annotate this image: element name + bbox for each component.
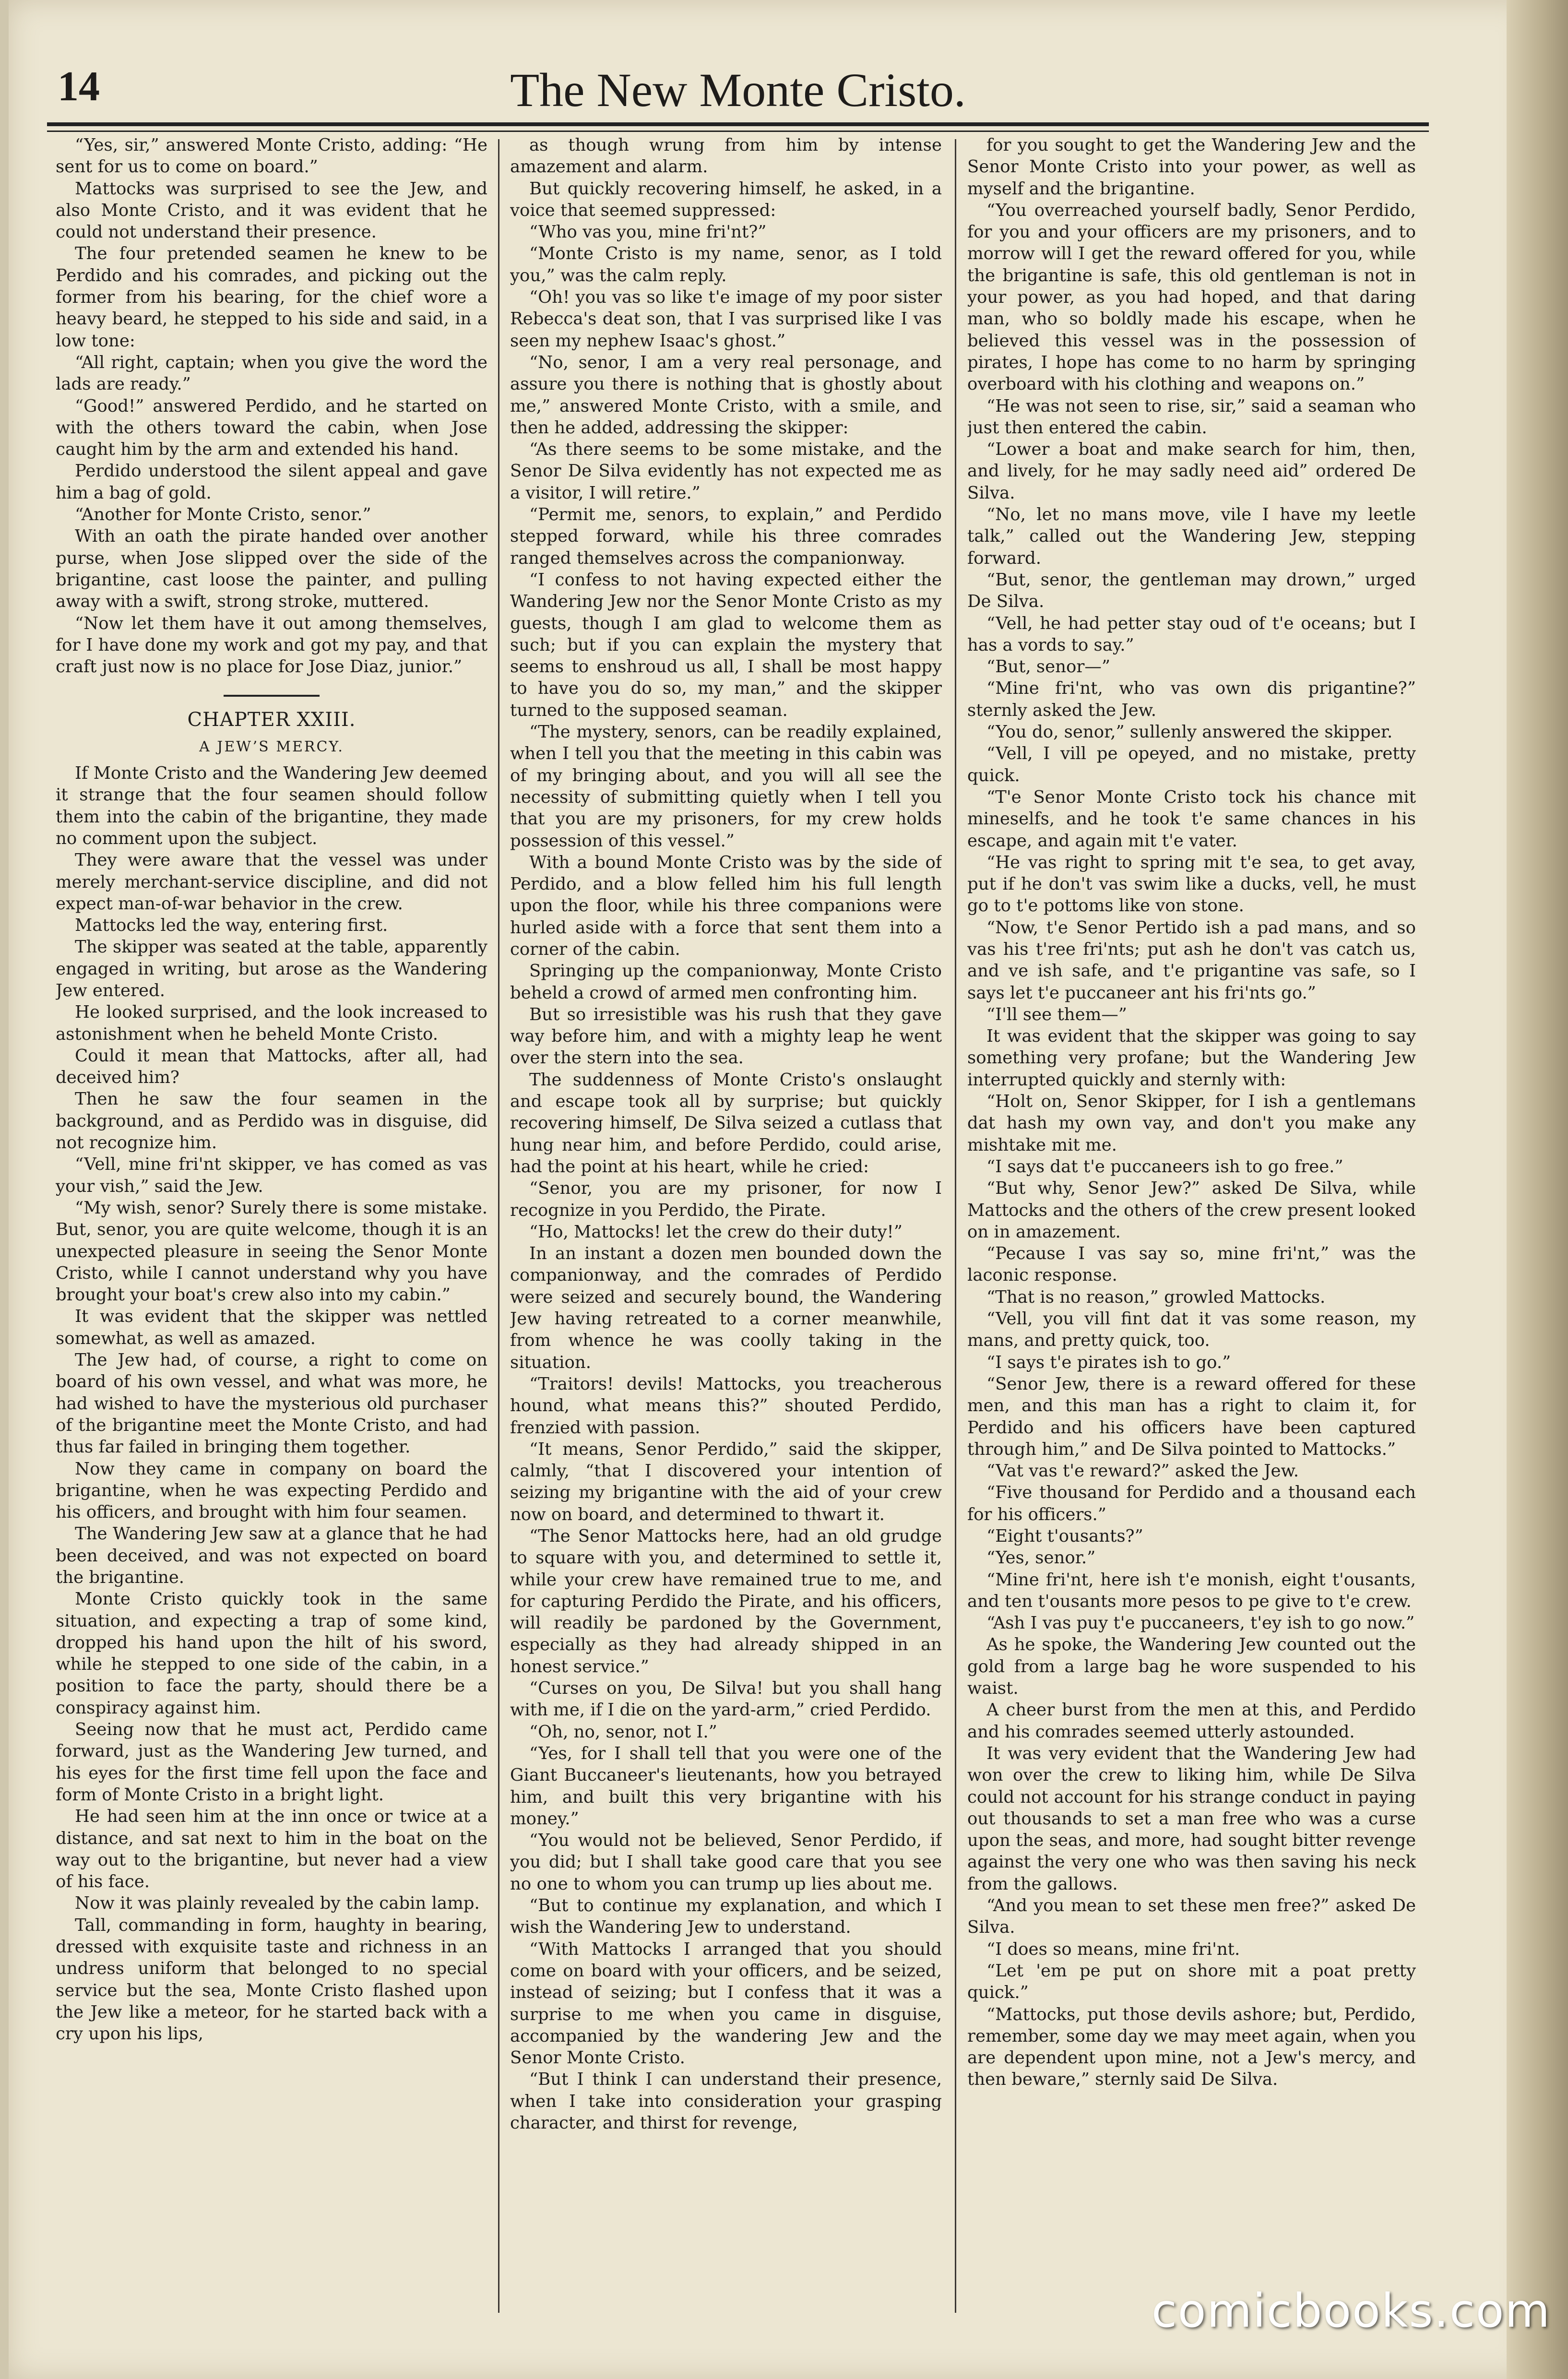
paragraph: Seeing now that he must act, Perdido came forward, just as the Wandering Jew turned, and his eyes for the first time fell upon the face and form of Monte Cristo in a bright light. — [56, 1720, 487, 1805]
header-rule-thin — [47, 131, 1429, 132]
paragraph: “I says t'e pirates ish to go.” — [986, 1352, 1231, 1372]
col1-paragraphs-after-chapter — [56, 762, 487, 2045]
paragraph: “Mine fri'nt, here ish t'e monish, eight t'ousants, and ten t'ousants more pesos to pe give to t'e crew. — [967, 1570, 1416, 1611]
paragraph: “But why, Senor Jew?” asked De Silva, while Mattocks and the others of the crew present looked on in amazement. — [967, 1178, 1416, 1242]
paragraph: “Now, t'e Senor Pertido ish a pad mans, and so vas his t'ree fri'nts; put ash he don't vas catch us, and ve ish safe, and t'e prigantine vas safe, so I says let t'e puccaneer ant his fri'nts go.” — [967, 917, 1416, 1003]
paragraph: “He vas right to spring mit t'e sea, to get avay, put if he don't vas swim like a ducks, vell, he must go to t'e pottoms like von stone. — [967, 852, 1416, 916]
paragraph: “But I think I can understand their presence, when I take into consideration your grasping character, and thirst for revenge, — [510, 2070, 942, 2133]
paragraph: “Who vas you, mine fri'nt?” — [529, 222, 767, 242]
paragraph: “Ho, Mattocks! let the crew do their duty!” — [529, 1222, 903, 1242]
paragraph: “But, senor, the gentleman may drown,” urged De Silva. — [967, 570, 1416, 612]
paragraph: The four pretended seamen he knew to be Perdido and his comrades, and picking out the former from his bearing, for the chief wore a heavy beard, he stepped to his side and said, in a low tone: — [56, 244, 487, 351]
paragraph: “You overreached yourself badly, Senor Perdido, for you and your officers are my prisoners, and to morrow will I get the reward offered for you, while the brigantine is safe, this old gentleman is not in your power, as you had hoped, and that daring man, who so boldly made his escape, when he believed this vessel was in the possession of pirates, I hope has come to no harm by springing overboard with his clothing and weapons on.” — [967, 200, 1416, 394]
paragraph: “He was not seen to rise, sir,” said a seaman who just then entered the cabin. — [967, 396, 1416, 438]
paragraph: As he spoke, the Wandering Jew counted out the gold from a large bag he wore suspended to his waist. — [967, 1635, 1416, 1699]
paragraph: Mattocks led the way, entering first. — [75, 916, 388, 936]
paragraph: Mattocks was surprised to see the Jew, and also Monte Cristo, and it was evident that he could not understand their presence. — [56, 178, 487, 242]
paragraph: “Curses on you, De Silva! but you shall hang with me, if I die on the yard-arm,” cried Perdido. — [510, 1678, 942, 1720]
text-column-2 — [510, 134, 942, 2313]
paragraph: “Permit me, senors, to explain,” and Perdido stepped forward, while his three comrades ranged themselves across the companionway. — [510, 505, 942, 568]
chapter-heading: CHAPTER XXIII. — [187, 709, 356, 731]
paragraph: “Ash I vas puy t'e puccaneers, t'ey ish to go now.” — [986, 1613, 1415, 1633]
paragraph: “Another for Monte Cristo, senor.” — [75, 505, 371, 525]
page-title: The New Monte Cristo. — [510, 63, 966, 117]
paragraph: “Oh, no, senor, not I.” — [529, 1722, 717, 1742]
paragraph: “Vell, he had petter stay oud of t'e oceans; but I has a vords to say.” — [967, 613, 1416, 655]
paragraph: They were aware that the vessel was under merely merchant-service discipline, and did not expect man-of-war behavior in the crew. — [56, 850, 487, 914]
paragraph: With an oath the pirate handed over another purse, when Jose slipped over the side of the brigantine, cast loose the painter, and pulling away with a swift, strong stroke, muttered. — [56, 526, 487, 612]
paragraph: “Senor Jew, there is a reward offered for these men, and this man has a right to claim it, for Perdido and his officers have been captured through him,” and De Silva pointed to Mattocks.” — [967, 1374, 1416, 1459]
paragraph: “No, let no mans move, vile I have my leetle talk,” called out the Wandering Jew, stepping forward. — [967, 505, 1416, 568]
paragraph: He looked surprised, and the look increased to astonishment when he beheld Monte Cristo. — [56, 1002, 487, 1044]
paragraph: “Vell, mine fri'nt skipper, ve has comed as vas your vish,” said the Jew. — [56, 1154, 487, 1196]
col1-paragraphs — [56, 134, 487, 678]
paragraph: “Senor, you are my prisoner, for now I recognize in you Perdido, the Pirate. — [510, 1178, 942, 1220]
paragraph: “You do, senor,” sullenly answered the skipper. — [986, 722, 1393, 742]
paragraph: “With Mattocks I arranged that you should come on board with your officers, and be seized, instead of seizing; but I confess that it was a surprise to me when you came in disguise, accompanied by the wandering Jew and the Senor Monte Cristo. — [510, 1939, 942, 2068]
paragraph: “I says dat t'e puccaneers ish to go free.” — [986, 1156, 1343, 1177]
paragraph: With a bound Monte Cristo was by the side of Perdido, and a blow felled him his full length upon the floor, while his three companions were hurled aside with a force that sent them into a corner of the cabin. — [510, 852, 942, 959]
paragraph: “T'e Senor Monte Cristo tock his chance mit mineselfs, and he took t'e same chances in his escape, and again mit t'e vater. — [967, 787, 1416, 851]
paragraph: “I does so means, mine fri'nt. — [986, 1939, 1240, 1959]
paragraph: “Oh! you vas so like t'e image of my poor sister Rebecca's deat son, that I vas surprised like I vas seen my nephew Isaac's ghost.” — [510, 287, 942, 351]
paragraph: Could it mean that Mattocks, after all, had deceived him? — [56, 1046, 487, 1088]
paragraph: “I'll see them—” — [986, 1004, 1127, 1024]
paragraph: The suddenness of Monte Cristo's onslaught and escape took all by surprise; but quickly recovering himself, De Silva seized a cutlass that hung near him, and before Perdido, could arise, had the point at his heart, while he cried: — [510, 1070, 942, 1177]
page-spine-edge — [1507, 0, 1568, 2379]
paragraph: “Monte Cristo is my name, senor, as I told you,” was the calm reply. — [510, 244, 942, 285]
paragraph: The Wandering Jew saw at a glance that he had been deceived, and was not expected on board the brigantine. — [56, 1524, 487, 1587]
paragraph: “The mystery, senors, can be readily explained, when I tell you that the meeting in this cabin was of my bringing about, and you will all see the necessity of submitting quietly when I tell you that you are my prisoners, for my crew holds possession of this vessel.” — [510, 722, 942, 851]
paragraph: “Vell, you vill fint dat it vas some reason, my mans, and pretty quick, too. — [967, 1309, 1416, 1351]
paragraph: “Yes, senor.” — [986, 1548, 1096, 1568]
paragraph: “No, senor, I am a very real personage, and assure you there is nothing that is ghostly about me,” answered Monte Cristo, with a smile, and then he added, addressing the skipper: — [510, 352, 942, 438]
text-column-1 — [56, 134, 487, 2313]
col2-paragraphs — [510, 134, 942, 2134]
paragraph: “Mine fri'nt, who vas own dis prigantine?” sternly asked the Jew. — [967, 678, 1416, 720]
paragraph: It was very evident that the Wandering Jew had won over the crew to liking him, while De Silva could not account for his strange conduct in paying out thousands to set a man free who was a curse upon the seas, and more, had sought bitter revenge against the very one who was then saving his neck from the gallows. — [967, 1743, 1416, 1894]
header-rule-thick — [47, 122, 1429, 126]
paragraph: In an instant a dozen men bounded down the companionway, and the comrades of Perdido were seized and securely bound, the Wandering Jew having retreated to a corner meanwhile, from whence he was coolly taking in the situation. — [510, 1244, 942, 1372]
paragraph: “But, senor—” — [986, 657, 1111, 677]
paragraph: Now it was plainly revealed by the cabin lamp. — [75, 1893, 480, 1914]
paragraph: The Jew had, of course, a right to come on board of his own vessel, and what was more, he had wished to have the mysterious old purchaser of the brigantine meet the Monte Cristo, and had thus far failed in bringing them together. — [56, 1350, 487, 1457]
paragraph: “And you mean to set these men free?” asked De Silva. — [967, 1896, 1416, 1938]
paragraph: Springing up the companionway, Monte Cristo beheld a crowd of armed men confronting him. — [510, 961, 942, 1003]
paragraph: “Let 'em pe put on shore mit a poat pretty quick.” — [967, 1961, 1416, 2003]
paragraph: It was evident that the skipper was going to say something very profane; but the Wandering Jew interrupted quickly and sternly with: — [967, 1026, 1416, 1090]
paragraph: “Vell, I vill pe opeyed, and no mistake, pretty quick. — [967, 744, 1416, 785]
paragraph: He had seen him at the inn once or twice at a distance, and sat next to him in the boat on the way out to the brigantine, but never had a view of his face. — [56, 1807, 487, 1892]
paragraph: Perdido understood the silent appeal and gave him a bag of gold. — [56, 461, 487, 503]
paragraph: But so irresistible was his rush that they gave way before him, and with a mighty leap he went over the stern into the sea. — [510, 1004, 942, 1068]
watermark: comicbooks.com — [1152, 2284, 1551, 2338]
paragraph: “The Senor Mattocks here, had an old grudge to square with you, and determined to settle it, while your crew have remained true to me, and for capturing Perdido the Pirate, and his officers, will readily be pardoned by the Government, especially as they had already shipped in an honest service.” — [510, 1526, 942, 1677]
column-divider-1 — [498, 139, 499, 2313]
paragraph: “My wish, senor? Surely there is some mistake. But, senor, you are quite welcome, though it is an unexpected pleasure in seeing the Senor Monte Cristo, while I cannot understand why you have brought your boat's crew also into my cabin.” — [56, 1198, 487, 1305]
chapter-title: A JEW’S MERCY. — [199, 738, 344, 755]
paragraph: Then he saw the four seamen in the background, and as Perdido was in disguise, did not recognize him. — [56, 1089, 487, 1153]
paragraph: “I confess to not having expected either the Wandering Jew nor the Senor Monte Cristo as my guests, though I am glad to welcome them as such; but if you can explain the mystery that seems to enshroud us all, I shall be most happy to have you do so, my man,” and the skipper turned to the supposed seaman. — [510, 570, 942, 720]
paragraph: “It means, Senor Perdido,” said the skipper, calmly, “that I discovered your intention of seizing my brigantine with the aid of your crew now on board, and determined to thwart it. — [510, 1439, 942, 1524]
paragraph: “As there seems to be some mistake, and the Senor De Silva evidently has not expected me as a visitor, I will retire.” — [510, 440, 942, 503]
paragraph: “Now let them have it out among themselves, for I have done my work and got my pay, and that craft just now is no place for Jose Diaz, junior.” — [56, 613, 487, 677]
paragraph: It was evident that the skipper was nettled somewhat, as well as amazed. — [56, 1307, 487, 1348]
paragraph: “Lower a boat and make search for him, then, and lively, for he may sadly need aid” ordered De Silva. — [967, 440, 1416, 503]
paragraph: The skipper was seated at the table, apparently engaged in writing, but arose as the Wandering Jew entered. — [56, 937, 487, 1000]
paragraph: “Vat vas t'e reward?” asked the Jew. — [986, 1461, 1299, 1481]
paragraph: “But to continue my explanation, and which I wish the Wandering Jew to understand. — [510, 1896, 942, 1938]
page-header — [47, 53, 1429, 115]
paragraph: “All right, captain; when you give the word the lads are ready.” — [56, 352, 487, 394]
paragraph: for you sought to get the Wandering Jew and the Senor Monte Cristo into your power, as well as myself and the brigantine. — [967, 135, 1416, 199]
paragraph: Monte Cristo quickly took in the same situation, and expecting a trap of some kind, dropped his hand upon the hilt of his sword, while he stepped to one side of the cabin, in a position to face the party, should there be a conspiracy against him. — [56, 1589, 487, 1718]
paragraph: “Holt on, Senor Skipper, for I ish a gentlemans dat hash my own vay, and don't you make any mishtake mit me. — [967, 1092, 1416, 1155]
col3-paragraphs — [967, 134, 1416, 2091]
paragraph: If Monte Cristo and the Wandering Jew deemed it strange that the four seamen should follow them into the cabin of the brigantine, they made no comment upon the subject. — [56, 763, 487, 848]
paragraph: “You would not be believed, Senor Perdido, if you did; but I shall take good care that you see no one to whom you can trump up lies about me. — [510, 1831, 942, 1894]
text-column-3 — [967, 134, 1416, 2313]
paragraph: “Pecause I vas say so, mine fri'nt,” was the laconic response. — [967, 1244, 1416, 1285]
paragraph: “Yes, for I shall tell that you were one of the Giant Buccaneer's lieutenants, how you betrayed him, and built this very brigantine with his money.” — [510, 1743, 942, 1829]
paragraph: Now they came in company on board the brigantine, when he was expecting Perdido and his officers, and brought with him four seamen. — [56, 1459, 487, 1523]
chapter-divider — [224, 695, 320, 697]
paragraph: Tall, commanding in form, haughty in bearing, dressed with exquisite taste and richness in an undress uniform that belonged to no special service but the sea, Monte Cristo flashed upon the Jew like a meteor, for he started back with a cry upon his lips, — [56, 1915, 487, 2044]
column-divider-2 — [955, 139, 956, 2313]
paragraph: as though wrung from him by intense amazement and alarm. — [510, 135, 942, 177]
paragraph: A cheer burst from the men at this, and Perdido and his comrades seemed utterly astounded. — [967, 1700, 1416, 1742]
paragraph: “Five thousand for Perdido and a thousand each for his officers.” — [967, 1483, 1416, 1524]
paragraph: “Good!” answered Perdido, and he started on with the others toward the cabin, when Jose caught him by the arm and extended his hand. — [56, 396, 487, 460]
page-number: 14 — [58, 63, 100, 110]
paragraph: “Yes, sir,” answered Monte Cristo, adding: “He sent for us to come on board.” — [56, 135, 487, 177]
paragraph: “Traitors! devils! Mattocks, you treacherous hound, what means this?” shouted Perdido, frenzied with passion. — [510, 1374, 942, 1438]
page — [9, 0, 1530, 2379]
paragraph: “That is no reason,” growled Mattocks. — [986, 1287, 1326, 1307]
paragraph: “Mattocks, put those devils ashore; but, Perdido, remember, some day we may meet again, when you are dependent upon mine, not a Jew's mercy, and then beware,” sternly said De Silva. — [967, 2004, 1416, 2090]
paragraph: “Eight t'ousants?” — [986, 1526, 1143, 1546]
paragraph: But quickly recovering himself, he asked, in a voice that seemed suppressed: — [510, 178, 942, 220]
